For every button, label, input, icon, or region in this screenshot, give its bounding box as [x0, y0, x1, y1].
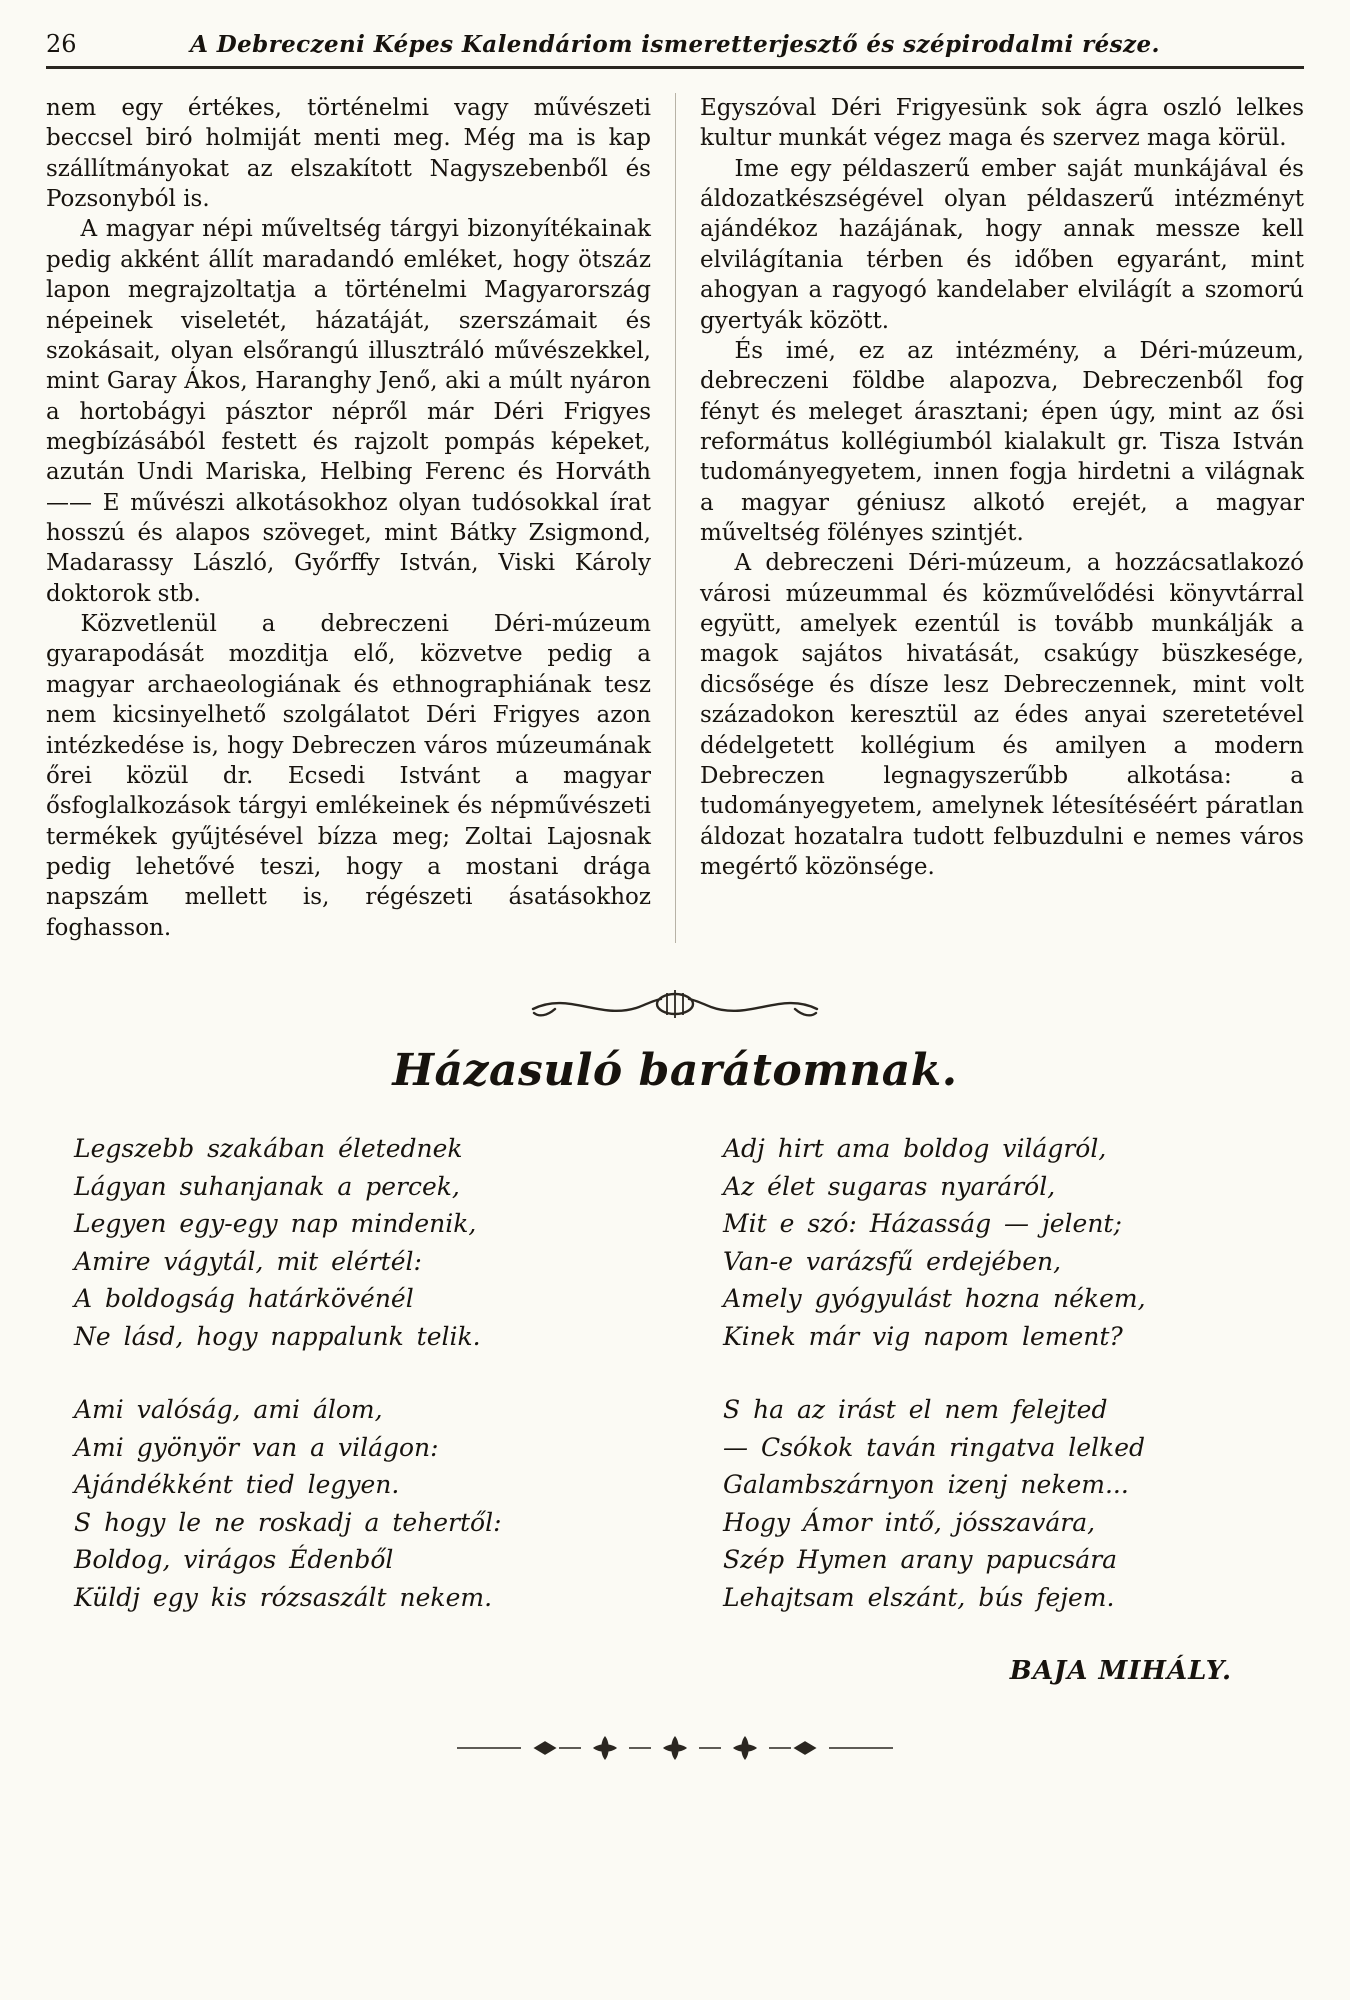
poem-line: Amely gyógyulást hozna nékem,	[723, 1284, 1146, 1314]
poem-line: S hogy le ne roskadj a tehertől:	[74, 1507, 502, 1537]
poem-line: Szép Hymen arany papucsára	[723, 1545, 1118, 1575]
poem-title: Házasuló barátomnak.	[392, 1045, 958, 1097]
poem-stanza	[74, 1130, 675, 1355]
poem-right-column	[675, 1130, 1304, 1652]
poem-line: Boldog, virágos Édenből	[74, 1545, 394, 1575]
poem-line: Kinek már vig napom lement?	[723, 1321, 1123, 1351]
poem-line: Adj hirt ama boldog világról,	[723, 1134, 1107, 1164]
article-paragraph: Ime egy példaszerű ember saját munkájával és áldozatkészségével olyan példaszerű intézményt ajándékoz hazájának, hogy annak messze kell elvilágítania térben és időben egyaránt, mint ahogyan a ragyogó kandelaber elvilágít a szomorú gyertyák között.	[700, 155, 1304, 334]
footer-ornament	[46, 1730, 1304, 1770]
poem-stanza	[723, 1130, 1304, 1355]
scroll-flourish-icon	[525, 983, 825, 1027]
poem-left-column	[46, 1130, 675, 1652]
poem-line: Mit e szó: Házasság — jelent;	[723, 1209, 1122, 1239]
poem-line: Ajándékként tied legyen.	[74, 1470, 400, 1500]
article-body	[46, 93, 1304, 943]
poem-line: — Csókok taván ringatva lelked	[723, 1432, 1145, 1462]
poem-line: Küldj egy kis rózsaszált nekem.	[74, 1582, 493, 1612]
section-divider	[46, 983, 1304, 1031]
article-paragraph: És imé, ez az intézmény, a Déri-múzeum, debreczeni földbe alapozva, Debreczenből fog fényt és meleget árasztani; épen úgy, mint az ősi református kollégiumból kialakult gr. Tisza István tudományegyetem, innen fogja hirdetni a világnak a magyar géniusz alkotó erejét, a magyar műveltség fölényes szintjét.	[700, 337, 1304, 547]
poem-line: Hogy Ámor intő, jósszavára,	[723, 1507, 1096, 1537]
poem-stanza	[723, 1391, 1304, 1616]
poem-line: Legszebb szakában életednek	[74, 1134, 463, 1164]
poem-author: BAJA MIHÁLY.	[1009, 1656, 1232, 1687]
article-paragraph: Egyszóval Déri Frigyesünk sok ágra oszló lelkes kultur munkát végez maga és szervez maga körül.	[700, 95, 1304, 152]
page-number: 26	[46, 30, 77, 58]
poem-columns	[46, 1130, 1304, 1652]
poem-line: Amire vágytál, mit elértél:	[74, 1246, 422, 1276]
poem-line: Van-e varázsfű erdejében,	[723, 1246, 1062, 1276]
poem-line: Galambszárnyon izenj nekem...	[723, 1470, 1129, 1500]
diamond-rule-icon	[455, 1730, 895, 1766]
poem-line: Lágyan suhanjanak a percek,	[74, 1171, 460, 1201]
poem-line: Legyen egy-egy nap mindenik,	[74, 1209, 477, 1239]
poem-line: Az élet sugaras nyaráról,	[723, 1171, 1056, 1201]
poem-line: Lehajtsam elszánt, bús fejem.	[723, 1582, 1115, 1612]
poem-line: A boldogság határkövénél	[74, 1284, 414, 1314]
article-left-column	[46, 93, 675, 943]
article-paragraph: Közvetlenül a debreczeni Déri-múzeum gyarapodását mozditja elő, közvetve pedig a magyar archaeologiának és ethnographiának tesz nem kicsinyelhető szolgálatot Déri Frigyes azon intézkedése is, hogy Debreczen város múzeumának őrei közül dr. Ecsedi Istvánt a magyar ősfoglalkozások tárgyi emlékeinek és népművészeti termékek gyűjtésével bízza meg; Zoltai Lajosnak pedig lehetővé teszi, hogy a mostani drága napszám mellett is, régészeti ásatásokhoz foghasson.	[46, 611, 651, 941]
running-title: A Debreczeni Képes Kalendáriom ismeretterjesztő és szépirodalmi része.	[190, 31, 1160, 58]
article-right-column	[675, 93, 1304, 943]
poem-line: Ami valóság, ami álom,	[74, 1395, 383, 1425]
article-paragraph: A debreczeni Déri-múzeum, a hozzácsatlakozó városi múzeummal és közművelődési könyvtárral együtt, amelyek ezentúl is tovább munkálják a magok sajátos hivatását, csakúgy büszkesége, dicsősége és dísze lesz Debreczennek, mint volt századokon keresztül az édes anyai szeretetével dédelgetett kollégium és amilyen a modern Debreczen legnagyszerűbb alkotása: a tudományegyetem, amelynek létesítéséért páratlan áldozat hozatalra tudott felbuzdulni e nemes város megértő közönsége.	[700, 550, 1304, 880]
poem-section	[46, 1045, 1304, 1686]
article-paragraph: nem egy értékes, történelmi vagy művészeti beccsel biró holmiját menti meg. Még ma is kap szállítmányokat az elszakított Nagyszebenből és Pozsonyból is.	[46, 95, 651, 213]
article-paragraph: A magyar népi műveltség tárgyi bizonyítékainak pedig akként állít maradandó emléket, hogy ötszáz lapon megrajzoltatja a történelmi Magyarország népeinek viseletét, házatáját, szerszámait és szokásait, olyan elsőrangú illusztráló művészekkel, mint Garay Ákos, Haranghy Jenő, aki a múlt nyáron a hortobágyi pásztor népről már Déri Frigyes megbízásából festett és rajzolt pompás képeket, azután Undi Mariska, Helbing Ferenc és Horváth —— E művészi alkotásokhoz olyan tudósokkal írat hosszú és alapos szöveget, mint Bátky Zsigmond, Madarassy László, Győrffy István, Viski Károly doktorok stb.	[46, 216, 651, 607]
poem-line: S ha az irást el nem felejted	[723, 1395, 1108, 1425]
page-header	[46, 30, 1304, 69]
poem-line: Ami gyönyör van a világon:	[74, 1432, 439, 1462]
poem-stanza	[74, 1391, 675, 1616]
poem-line: Ne lásd, hogy nappalunk telik.	[74, 1321, 481, 1351]
